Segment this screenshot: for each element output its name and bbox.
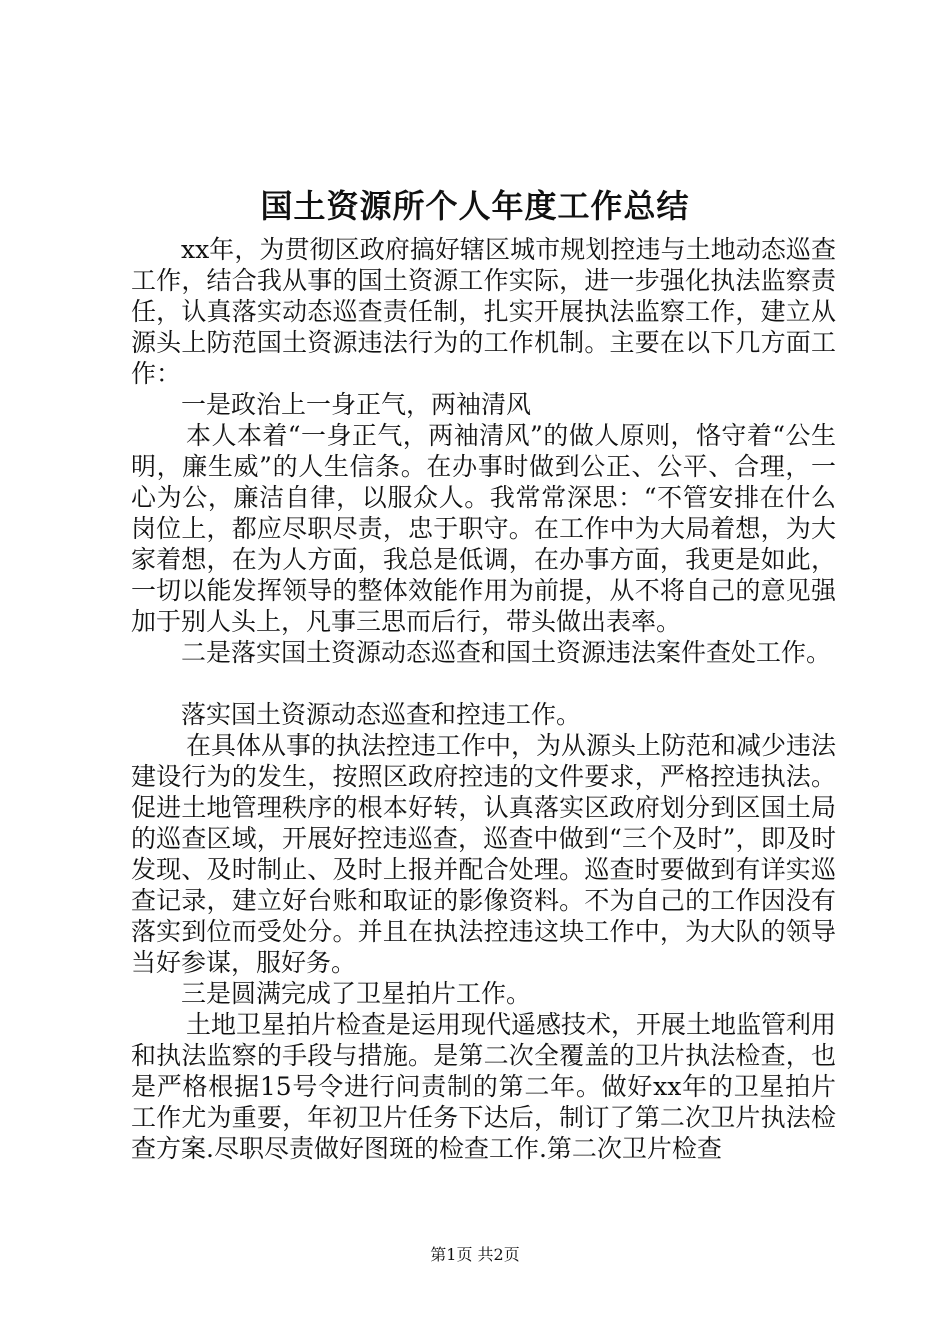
section-heading-1: 一是政治上一身正气，两袖清风: [181, 390, 532, 419]
subsection-heading: 落实国土资源动态巡查和控违工作。: [181, 700, 582, 729]
paragraph-section-3: 土地卫星拍片检查是运用现代遥感技术，开展土地监管利用和执法监察的手段与措施。是第二次全覆盖的卫片执法检查，也是严格根据15号令进行问责制的第二年。做好xx年的卫星拍片工作尤为重要，年初卫片任务下达后，制订了第二次卫片执法检查方案.尽职尽责做好图斑的检查工作.第二次卫片检查: [131, 1010, 837, 1163]
paragraph-section-1: 本人本着“一身正气，两袖清风”的做人原则，恪守着“公生明，廉生威”的人生信条。在办事时做到公正、公平、合理，一心为公，廉洁自律，以服众人。我常常深思：“不管安排在什么岗位上，都应尽职尽责，忠于职守。在工作中为大局着想，为大家着想，在为人方面，我总是低调，在办事方面，我更是如此，一切以能发挥领导的整体效能作用为前提，从不将自己的意见强加于别人头上，凡事三思而后行，带头做出表率。: [131, 421, 836, 636]
document-title: 国土资源所个人年度工作总结: [260, 187, 690, 225]
section-heading-3: 三是圆满完成了卫星拍片工作。: [181, 979, 532, 1008]
paragraph-gap: [131, 668, 836, 699]
section-heading-2: 二是落实国土资源动态巡查和国土资源违法案件查处工作。: [181, 638, 832, 667]
paragraph-intro: xx年，为贯彻区政府搞好辖区城市规划控违与土地动态巡查工作，结合我从事的国土资源工作实际，进一步强化执法监察责任，认真落实动态巡查责任制，扎实开展执法监察工作，建立从源头上防范国土资源违法行为的工作机制。主要在以下几方面工作：: [131, 235, 836, 388]
paragraph-section-2: 在具体从事的执法控违工作中，为从源头上防范和减少违法建设行为的发生，按照区政府控违的文件要求，严格控违执法。促进土地管理秩序的根本好转，认真落实区政府划分到区国土局的巡查区域，开展好控违巡查，巡查中做到“三个及时”，即及时发现、及时制止、及时上报并配合处理。巡查时要做到有详实巡查记录，建立好台账和取证的影像资料。不为自己的工作因没有落实到位而受处分。并且在执法控违这块工作中，为大队的领导当好参谋，服好务。: [131, 731, 837, 977]
page-footer: 第1页 共2页: [430, 1245, 520, 1264]
document-body: [131, 234, 836, 1164]
